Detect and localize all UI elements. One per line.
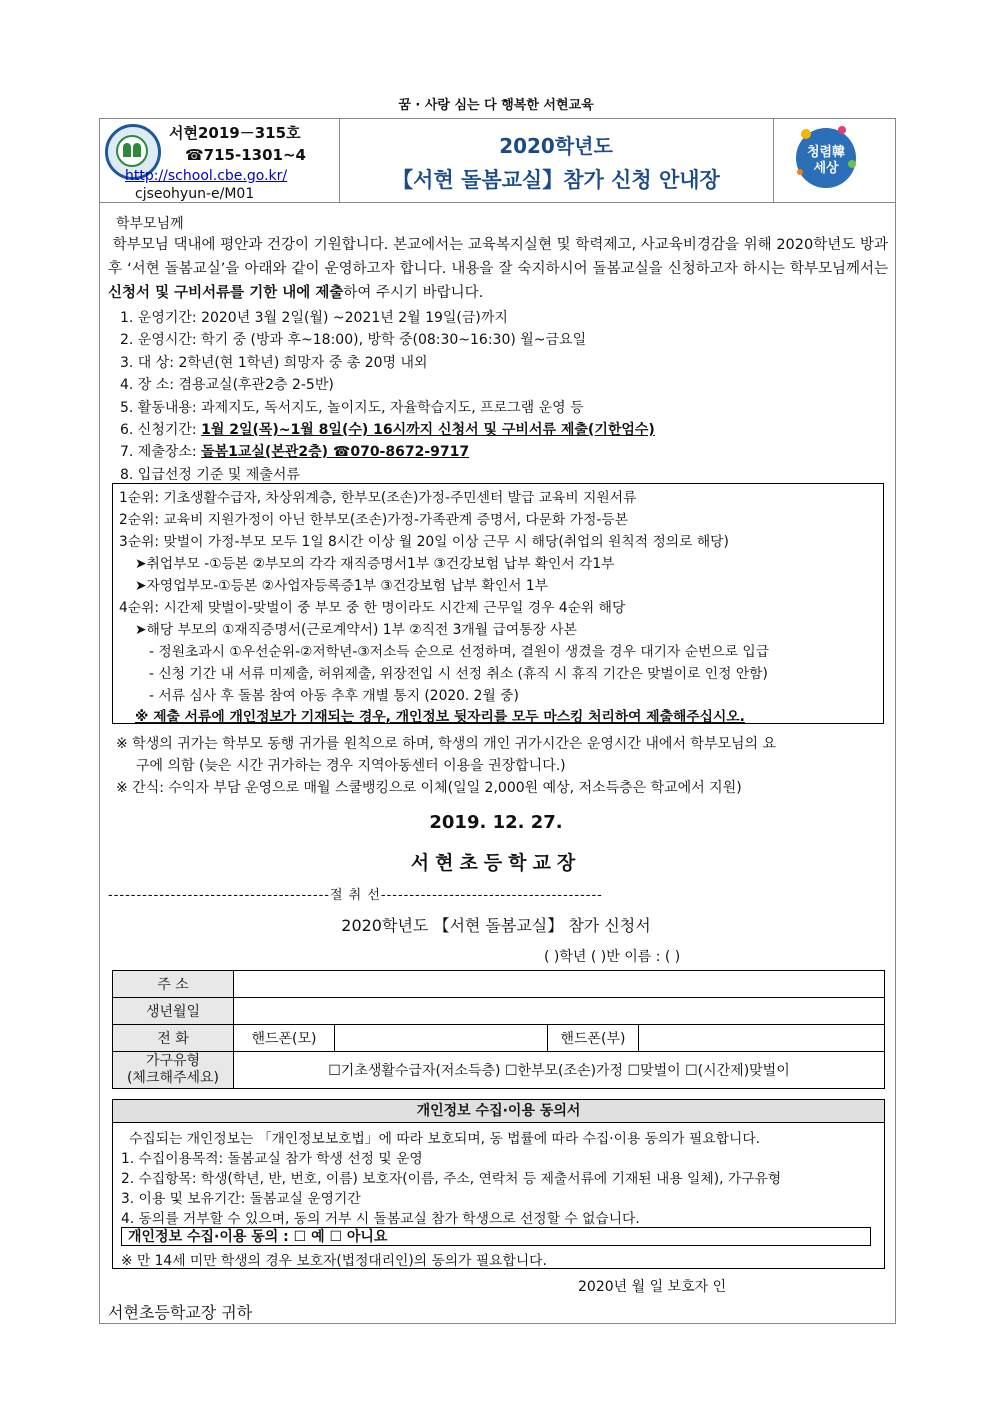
- criteria-note2: - 신청 기간 내 서류 미제출, 허위제출, 위장전입 시 선정 취소 (휴직 시 휴직 기간은 맞벌이로 인정 안함): [149, 666, 768, 682]
- greeting: 학부모님께: [116, 216, 184, 232]
- principal-signature: 서현초등학교장: [410, 852, 582, 874]
- header: [99, 118, 896, 203]
- item-submission-place: 7. 제출장소: 돌봄1교실(본관2층) ☎070-8672-9717: [120, 444, 470, 460]
- consent-period: 3. 이용 및 보유기간: 돌봄교실 운영기간: [121, 1191, 361, 1207]
- item-activities: 5. 활동내용: 과제지도, 독서지도, 놀이지도, 자율학습지도, 프로그램 운영 등: [120, 400, 584, 416]
- address-field[interactable]: [234, 971, 885, 998]
- privacy-masking-warning: ※ 제출 서류에 개인정보가 기재되는 경우, 개인정보 뒷자리를 모두 마스킹 처리하여 제출해주십시오.: [135, 709, 745, 725]
- cut-line: ---------------------------------------절 취 선---------------------------------------: [108, 888, 603, 903]
- school-url-path: cjseohyun-e/M01: [135, 186, 255, 202]
- intro-paragraph: 학부모님 댁내에 평안과 건강이 기원합니다. 본교에서는 교육복지실현 및 학력제고, 사교육비경감을 위해 2020학년도 방과후 ‘서현 돌봄교실’을 아래와 같이 운영하고자 합니다. 내용을 잘 숙지하시어 돌봄교실을 신청하고자 하시는 학부모님께서는 신청서 및 구비서류를 기한 내에 제출하여 주시기 바랍니다.: [108, 237, 888, 301]
- phone-label: 전 화: [113, 1025, 234, 1052]
- note-return-home-cont: 구에 의함 (늦은 시간 귀가하는 경우 지역아동센터 이용을 권장합니다.): [136, 758, 566, 774]
- consent-purpose: 1. 수집이용목적: 돌봄교실 참가 학생 선정 및 운영: [121, 1151, 423, 1167]
- consent-intro: 수집되는 개인정보는 「개인정보보호법」에 따라 보호되며, 동 법률에 따라 수집·이용 동의가 필요합니다.: [129, 1131, 761, 1147]
- mother-phone-field[interactable]: [335, 1025, 548, 1052]
- document-number: 서현2019－315호: [169, 124, 301, 142]
- phone-number: ☎715-1301~4: [185, 146, 306, 164]
- criteria-rank3-employed: ➤취업부모 -①등본 ②부모의 각각 재직증명서1부 ③건강보험 납부 확인서 각1부: [135, 556, 615, 572]
- student-info-line: ( )학년 ( )반 이름 : ( ): [544, 949, 681, 965]
- school-url-link[interactable]: http://school.cbe.go.kr/: [125, 168, 288, 184]
- consent-refusal: 4. 동의를 거부할 수 있으며, 동의 거부 시 돌봄교실 참가 학생으로 선정할 수 없습니다.: [121, 1211, 640, 1227]
- title-year: 2020학년도: [499, 134, 613, 158]
- school-slogan: 꿈 · 사랑 심는 다 행복한 서현교육: [398, 98, 594, 113]
- header-title-cell: [339, 118, 774, 202]
- father-phone-label: 핸드폰(부): [548, 1025, 639, 1052]
- consent-items: 2. 수집항목: 학생(학년, 반, 번호, 이름) 보호자(이름, 주소, 연락처 등 제출서류에 기재된 내용 일체), 가구유형: [121, 1171, 782, 1187]
- criteria-note1: - 정원초과시 ①우선순위-②저학년-③저소득 순으로 선정하며, 결원이 생겼을 경우 대기자 순번으로 입급: [149, 644, 770, 660]
- clean-world-logo-icon: [792, 124, 860, 192]
- item-application-period: 6. 신청기간: 1월 2일(목)~1월 8일(수) 16시까지 신청서 및 구비서류 제출(기한엄수): [120, 422, 655, 438]
- item-target: 3. 대 상: 2학년(현 1학년) 희망자 중 총 20명 내외: [120, 355, 428, 371]
- guardian-sign-line[interactable]: 2020년 월 일 보호자 인: [578, 1279, 727, 1295]
- note-return-home: ※ 학생의 귀가는 학부모 동행 귀가를 원칙으로 하며, 학생의 개인 귀가시간은 운영시간 내에서 학부모님의 요: [116, 736, 777, 752]
- criteria-rank4: 4순위: 시간제 맞벌이-맞벌이 중 부모 중 한 명이라도 시간제 근무일 경우 4순위 해당: [119, 600, 626, 616]
- svg-text:세상: 세상: [813, 161, 839, 176]
- item-period: 1. 운영기간: 2020년 3월 2일(월) ~2021년 2월 19일(금)까지: [120, 310, 508, 326]
- mother-phone-label: 핸드폰(모): [234, 1025, 335, 1052]
- svg-text:청렴韓: 청렴韓: [806, 145, 846, 160]
- family-type-label: 가구유형 (체크해주세요): [113, 1052, 234, 1089]
- birthdate-field[interactable]: [234, 998, 885, 1025]
- table-row: [113, 971, 885, 998]
- table-row: [113, 1052, 885, 1089]
- consent-title: 개인정보 수집·이용 동의서: [113, 1100, 884, 1123]
- criteria-box: [112, 483, 884, 724]
- application-form-table: [112, 970, 885, 1089]
- item-hours: 2. 운영시간: 학기 중 (방과 후~18:00), 방학 중(08:30~16:30) 월~금요일: [120, 332, 587, 348]
- consent-agree-checkbox[interactable]: 개인정보 수집·이용 동의 : ☐ 예 ☐ 아니요: [121, 1227, 871, 1246]
- address-label: 주 소: [113, 971, 234, 998]
- consent-minor-note: ※ 만 14세 미만 학생의 경우 보호자(법정대리인)의 동의가 필요합니다.: [121, 1253, 547, 1269]
- table-row: [113, 998, 885, 1025]
- criteria-rank3-self-employed: ➤자영업부모-①등본 ②사업자등록증1부 ③건강보험 납부 확인서 1부: [135, 578, 548, 594]
- family-type-options[interactable]: ☐기초생활수급자(저소득층) ☐한부모(조손)가정 ☐맞벌이 ☐(시간제)맞벌이: [234, 1052, 885, 1089]
- criteria-rank3: 3순위: 맞벌이 가정-부모 모두 1일 8시간 이상 월 20일 이상 근무 시 해당(취업의 원칙적 정의로 해당): [119, 534, 729, 550]
- page-title: 【서현 돌봄교실】참가 신청 안내장: [392, 168, 720, 192]
- item-place: 4. 장 소: 겸용교실(후관2층 2-5반): [120, 377, 334, 393]
- criteria-note3: - 서류 심사 후 돌봄 참여 아동 추후 개별 통지 (2020. 2월 중): [149, 688, 519, 704]
- note-snack: ※ 간식: 수익자 부담 운영으로 매월 스쿨뱅킹으로 이체(일일 2,000원 예상, 저소득층은 학교에서 지원): [116, 780, 742, 796]
- item-criteria: 8. 입급선정 기준 및 제출서류: [120, 467, 300, 483]
- birthdate-label: 생년월일: [113, 998, 234, 1025]
- header-info-cell: [99, 118, 340, 202]
- table-row: [113, 1025, 885, 1052]
- form-title: 2020학년도 【서현 돌봄교실】 참가 신청서: [341, 916, 651, 935]
- addressee: 서현초등학교장 귀하: [108, 1303, 253, 1322]
- consent-box: [112, 1099, 885, 1269]
- criteria-rank1: 1순위: 기초생활수급자, 차상위계층, 한부모(조손)가정-주민센터 발급 교육비 지원서류: [119, 490, 637, 506]
- notice-date: 2019. 12. 27.: [429, 812, 563, 833]
- criteria-rank4-docs: ➤해당 부모의 ①재직증명서(근로계약서) 1부 ②직전 3개월 급여통장 사본: [135, 622, 577, 638]
- criteria-rank2: 2순위: 교육비 지원가정이 아닌 한부모(조손)가정-가족관계 증명서, 다문화 가정-등본: [119, 512, 629, 528]
- father-phone-field[interactable]: [639, 1025, 885, 1052]
